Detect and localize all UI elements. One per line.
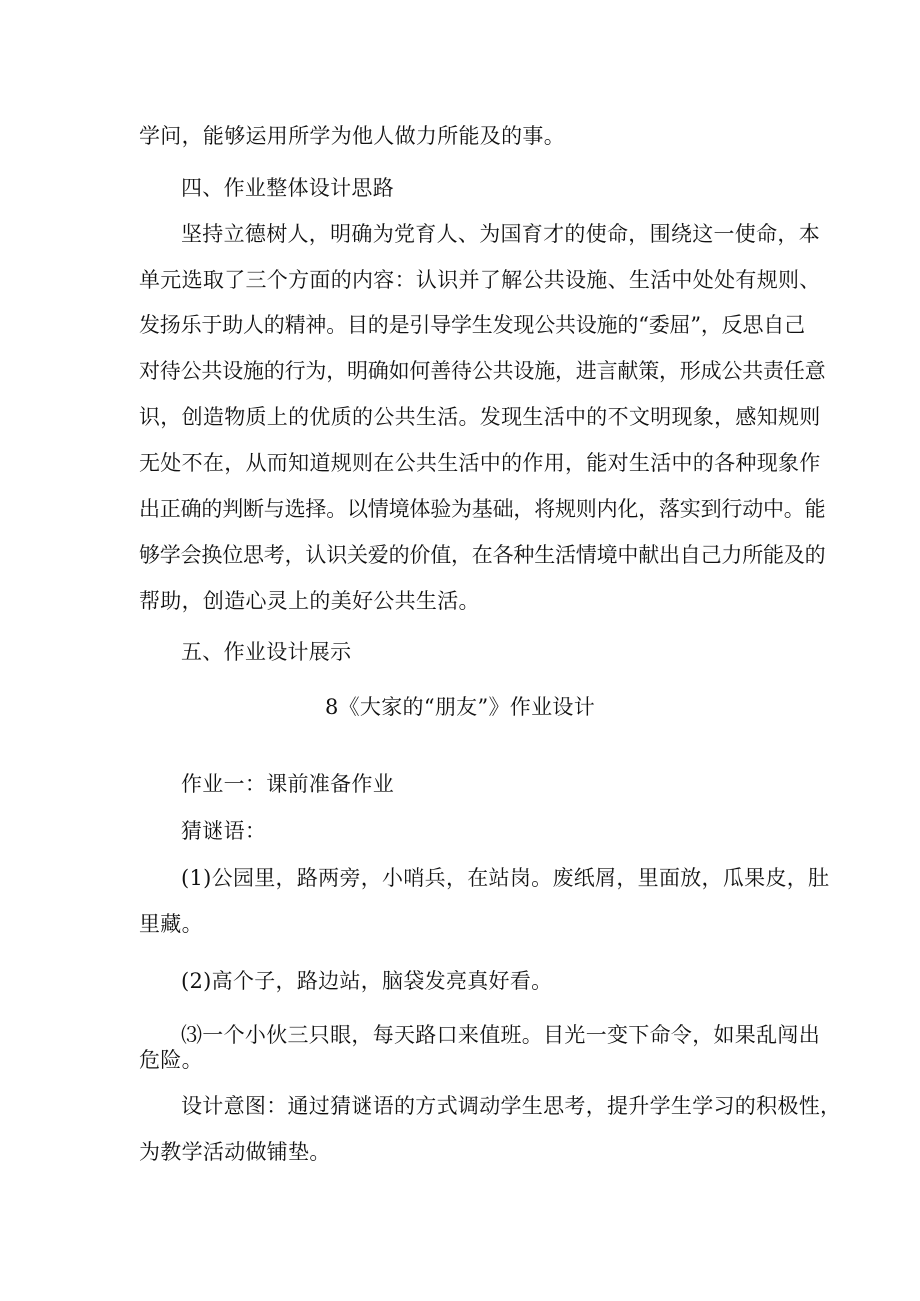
section-heading-4: 四、作业整体设计思路 <box>181 176 394 200</box>
paragraph-line: 识，创造物质上的优质的公共生活。发现生活中的不文明现象，感知规则 <box>139 405 821 429</box>
paragraph-line: 出正确的判断与选择。以情境体验为基础，将规则内化，落实到行动中。能 <box>139 497 826 521</box>
paragraph-line: 够学会换位思考，认识关爱的价值，在各种生活情境中献出自己力所能及的 <box>139 543 826 567</box>
assignment-title: 8《大家的“朋友”》作业设计 <box>324 695 596 719</box>
homework-one-heading: 作业一：课前准备作业 <box>181 772 394 796</box>
paragraph-line: 学问，能够运用所学为他人做力所能及的事。 <box>139 124 565 148</box>
paragraph-line: 帮助，创造心灵上的美好公共生活。 <box>139 589 480 613</box>
paragraph-line: 对待公共设施的行为，明确如何善待公共设施，进言献策，形成公共责任意 <box>139 359 826 383</box>
riddle-item-2: (2)高个子，路边站，脑袋发亮真好看。 <box>181 969 553 993</box>
design-intent-continued: 为教学活动做铺垫。 <box>139 1140 331 1164</box>
riddle-item-3: ⑶一个小伙三只眼，每天路口来值班。目光一变下命令，如果乱闯出 <box>181 1023 820 1047</box>
section-heading-5: 五、作业设计展示 <box>181 640 352 664</box>
riddle-heading: 猜谜语： <box>181 819 267 843</box>
riddle-item-3-continued: 危险。 <box>139 1048 203 1072</box>
riddle-item-1-continued: 里藏。 <box>139 912 203 936</box>
paragraph-line: 发扬乐于助人的精神。目的是引导学生发现公共设施的“委屈”，反思自己 <box>139 313 805 337</box>
paragraph-line: 无处不在，从而知道规则在公共生活中的作用，能对生活中的各种现象作 <box>139 451 821 475</box>
paragraph-line: 坚持立德树人，明确为党育人、为国育才的使命，围绕这一使命，本 <box>181 222 820 246</box>
riddle-item-1: (1)公园里，路两旁，小哨兵，在站岗。废纸屑，里面放，瓜果皮，肚 <box>181 866 830 890</box>
paragraph-line: 单元选取了三个方面的内容：认识并了解公共设施、生活中处处有规则、 <box>139 268 821 292</box>
design-intent: 设计意图：通过猜谜语的方式调动学生思考，提升学生学习的积极性， <box>181 1094 842 1118</box>
